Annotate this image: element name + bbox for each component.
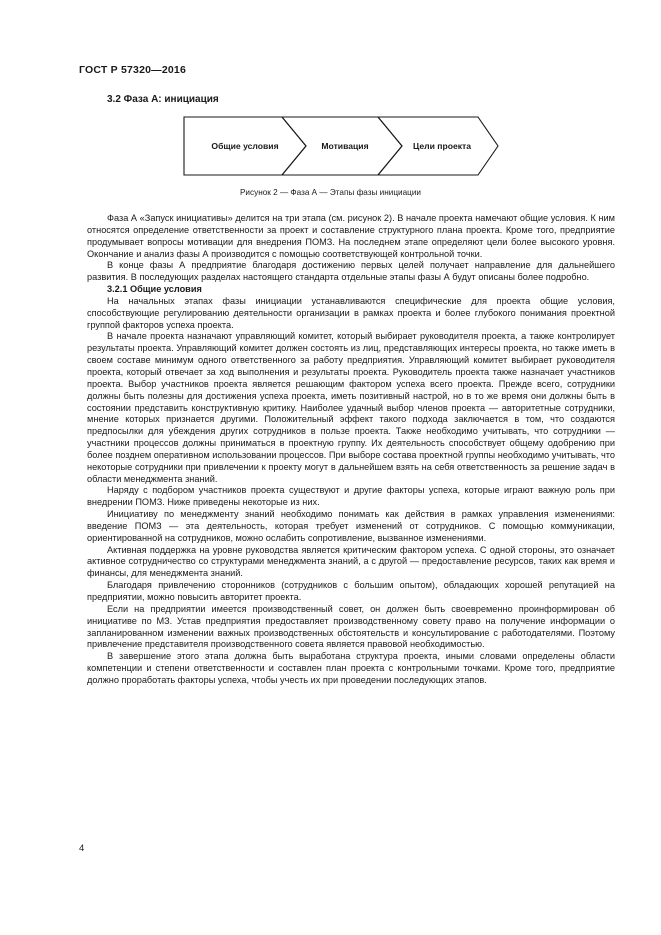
paragraph: В конце фазы А предприятие благодаря достижению первых целей получает направление для дальнейшего развития. В последующих разделах настоящего стандарта отдельные этапы фазы А будут описаны более подробно. — [87, 260, 615, 283]
figure-caption: Рисунок 2 — Фаза А — Этапы фазы инициации — [239, 188, 422, 197]
page-number: 4 — [79, 843, 85, 854]
document-body — [87, 213, 615, 687]
paragraph: Благодаря привлечению сторонников (сотрудников с большим опытом), обладающих хорошей репутацией на предприятии, можно повысить авторитет проекта. — [87, 580, 615, 602]
section-title: 3.2 Фаза А: инициация — [107, 94, 219, 105]
paragraph: Если на предприятии имеется производственный совет, он должен быть своевременно проинформирован об инициативе по МЗ. Устав предприятия предоставляет производственному совету право на получение информации о запланированном изменении важных производственных обстоятельств и консультирование с работодателями. Поэтому привлечение представителя производственного совета является правовой необходимостью. — [87, 603, 615, 650]
stage-label-2: Мотивация — [321, 141, 369, 151]
subsection-title: 3.2.1 Общие условия — [107, 284, 202, 295]
paragraph: Фаза А «Запуск инициативы» делится на три этапа (см. рисунок 2). В начале проекта намечают общие условия. К ним относятся определение ответственности за проект и составление структурного плана проекта. Кроме того, предприятие продумывает вопросы мотивации для внедрения ПОМЗ. На последнем этапе определяют цели более высокого уровня. Окончание и анализ фазы А производится с помощью соответствующей контрольной точки. — [87, 213, 615, 259]
paragraph: Инициативу по менеджменту знаний необходимо понимать как действия в рамках управления изменениями: введение ПОМЗ — эта деятельность, которая требует изменений от сотрудников. С помощью коммуникации, ориентированной на сотрудников, можно ослабить сопротивление, вызванное изменениями. — [87, 509, 615, 543]
paragraph: Наряду с подбором участников проекта существуют и другие факторы успеха, которые играют важную роль при внедрении ПОМЗ. Ниже приведены некоторые из них. — [87, 485, 615, 508]
paragraph: В начале проекта назначают управляющий комитет, который выбирает руководителя проекта, а также контролирует результаты проекта. Управляющий комитет должен состоять из лиц, представляющих интересы проекта, но также иметь в своем составе минимум одного ответственного за работу предприятия. Управляющий комитет выбирает руководителя проекта, который отвечает за ход выполнения и результаты проекта. Руководитель проекта также назначает участников проекта. Выбор участников проекта является решающим фактором успеха всего проекта. Прежде всего, сотрудники должны быть полезны для достижения успеха проекта, иметь позитивный настрой, но в то же время они должны быть в состоянии представить конструктивную критику. Наиболее удачный выбор членов проекта — авторитетные сотрудники, мнение которых признается другими. Положительный эффект такого подхода заключается в том, что создаются предпосылки для убеждения других сотрудников в пользе проекта. Также необходимо учитывать, что сотрудники — участники процессов должны приниматься в проектную группу. Их деятельность способствует общему одобрению при более позднем оперативном использовании процессов. При выборе состава проектной группы необходимо учитывать, что некоторые сотрудники при привлечении к проекту могут в дальнейшем взять на себя ответственность за решение задач в области менеджмента знаний. — [87, 331, 615, 484]
paragraph: В завершение этого этапа должна быть выработана структура проекта, иными словами определены области компетенции и степени ответственности и составлен план проекта с контрольными точками. Кроме того, предприятие должно проработать факторы успеха, чтобы учесть их при проведении последующих этапов. — [87, 651, 615, 685]
stage-label-3: Цели проекта — [412, 141, 472, 151]
phase-diagram-svg — [180, 113, 500, 179]
document-id: ГОСТ Р 57320—2016 — [79, 64, 187, 76]
stage-label-1: Общие условия — [211, 141, 279, 151]
paragraph: Активная поддержка на уровне руководства является критическим фактором успеха. С одной стороны, это означает активное сотрудничество со структурами менеджмента знаний, а с другой — предоставление ресурсов, таких как время и финансы, для менеджмента знаний. — [87, 544, 615, 579]
paragraph: На начальных этапах фазы инициации устанавливаются специфические для проекта общие условия, способствующие регулированию деятельности организации в рамках проекта и более глубокого понимания проектной группой факторов успеха проекта. — [87, 295, 615, 330]
phase-diagram — [180, 113, 500, 179]
